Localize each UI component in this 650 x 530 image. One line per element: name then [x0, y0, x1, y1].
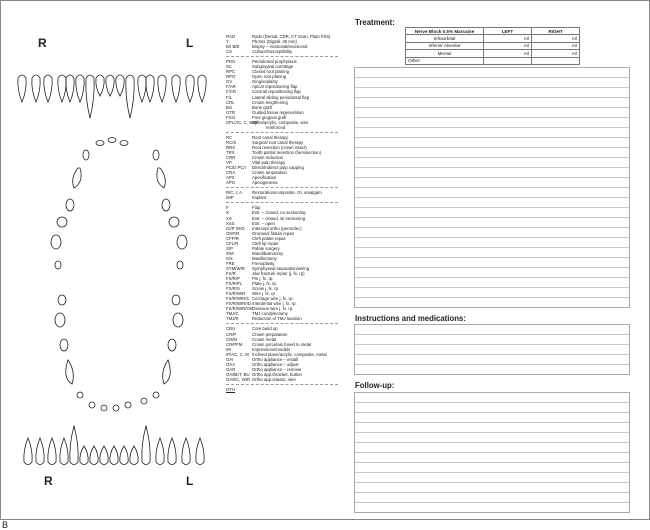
code-abbrev: GV [226, 79, 233, 85]
tooth-occlusal[interactable] [55, 313, 65, 327]
lower-tooth[interactable] [156, 438, 164, 465]
writing-line[interactable] [355, 108, 629, 118]
code-abbrev: FX/R [226, 271, 236, 277]
lower-tooth[interactable] [120, 446, 128, 465]
panel-letter: B [2, 520, 9, 530]
code-abbrev: R/C, I, A [226, 190, 242, 196]
code-abbrev: IMP [226, 195, 234, 201]
writing-line[interactable] [355, 268, 629, 278]
writing-line[interactable] [355, 118, 629, 128]
code-row [226, 180, 338, 185]
code-abbrev: CFL/R [226, 240, 239, 246]
code-description: Ortho app./elastic, wire [252, 376, 296, 382]
code-description: Implant [252, 195, 267, 201]
code-group [226, 59, 338, 130]
other-label: Other: [406, 57, 484, 64]
upper-tooth[interactable] [172, 75, 180, 102]
nerve-block-table [405, 27, 580, 65]
code-abbrev: FX/R/WIR/OS [226, 306, 253, 312]
writing-line[interactable] [355, 278, 629, 288]
writing-line[interactable] [355, 188, 629, 198]
tooth-occlusal[interactable] [51, 235, 61, 249]
code-abbrev: GTR [226, 109, 236, 115]
code-abbrev: FX/R/WIR/C [226, 296, 250, 302]
lower-canine-occlusal[interactable] [163, 360, 171, 384]
tooth-occlusal[interactable] [55, 261, 61, 269]
code-description: Rads (Dental, CDR, CT Scan, Plain Film) [252, 34, 331, 39]
writing-line[interactable] [355, 218, 629, 228]
code-abbrev: B/I B/E [226, 44, 240, 50]
code-description: Osseous wire j. fx. rp. [252, 306, 294, 312]
upper-tooth[interactable] [116, 75, 124, 96]
lower-tooth[interactable] [70, 426, 78, 465]
upper-tooth[interactable] [106, 75, 114, 96]
code-description: Flap [252, 205, 261, 211]
lower-tooth[interactable] [48, 438, 56, 465]
code-description: Bone graft [252, 104, 272, 110]
code-abbrev: FX/R/P [226, 276, 240, 282]
code-abbrev: OAI [226, 356, 234, 362]
upper-tooth[interactable] [186, 75, 194, 102]
code-description: Periodontal prophylaxis [252, 59, 297, 65]
code-abbrev: XSS [226, 220, 235, 226]
code-description: Reduction of TMJ luxation [252, 316, 302, 322]
lower-canine-occlusal[interactable] [66, 360, 74, 384]
nerve-label: Infraorbital [406, 35, 484, 42]
code-description: Culture/Susceptibility [252, 49, 293, 55]
tooth-occlusal[interactable] [168, 339, 176, 351]
code-abbrev: F [226, 205, 229, 211]
lower-tooth[interactable] [110, 446, 118, 465]
code-description: Wire j. fx. rp [252, 291, 275, 297]
code-description: Ortho appliance – remove [252, 366, 302, 372]
code-abbrev: CBU [226, 326, 236, 332]
followup-heading: Follow-up: [355, 381, 395, 390]
followup-lines[interactable] [354, 392, 630, 513]
tooth-occlusal[interactable] [66, 199, 74, 211]
code-abbrev: TMJ/R [226, 316, 239, 322]
lower-tooth[interactable] [182, 438, 190, 465]
instructions-lines[interactable] [354, 324, 630, 375]
left-other-cell[interactable] [484, 57, 532, 64]
lower-tooth[interactable] [168, 438, 176, 465]
code-row [226, 49, 338, 54]
divider [226, 202, 338, 203]
right-column-header: RIGHT [532, 28, 580, 35]
tooth-occlusal[interactable] [169, 217, 179, 227]
code-abbrev: RC/S [226, 139, 237, 145]
writing-line[interactable] [355, 443, 629, 453]
code-description: Crown reduction [252, 155, 284, 161]
table-row [406, 50, 580, 57]
code-description: Crown porcelain fused to metal [252, 341, 312, 347]
code-abbrev: FX/R/WIR/ID [226, 301, 251, 307]
upper-tooth[interactable] [44, 75, 52, 102]
code-group [226, 205, 338, 321]
code-abbrev: FX/R/WIR [226, 291, 246, 297]
code-abbrev: IP/AC, C, M [226, 351, 249, 357]
divider [226, 56, 338, 57]
code-description: Symphyseal separation/wiring [252, 265, 310, 271]
lower-tooth[interactable] [100, 446, 108, 465]
lower-tooth[interactable] [196, 438, 204, 465]
left-column-header: LEFT [484, 28, 532, 35]
writing-line[interactable] [355, 355, 629, 365]
code-row [226, 387, 338, 392]
code-description: Subgingival curettage [252, 64, 294, 70]
tooth-occlusal[interactable] [58, 295, 66, 305]
divider [226, 132, 338, 133]
writing-line[interactable] [355, 433, 629, 443]
writing-line[interactable] [355, 493, 629, 503]
lower-tooth[interactable] [24, 438, 32, 465]
code-description: Ortho app./bracket, button [252, 371, 302, 377]
code-description: Palate surgery [252, 245, 280, 251]
tooth-occlusal[interactable] [141, 398, 147, 404]
code-description: Direct/indirect pulp capping [252, 165, 304, 171]
tooth-occlusal[interactable] [120, 141, 128, 146]
left-side-label-top: L [186, 36, 194, 50]
left-ml-cell[interactable]: ml [484, 42, 532, 49]
code-abbrev: ONF/R [226, 230, 240, 236]
code-group [226, 190, 338, 200]
code-abbrev: OA/EC, WIR [226, 376, 251, 382]
code-description: Lateral sliding periodontal flap [252, 94, 310, 100]
code-description: Guided tissue regeneration [252, 109, 304, 115]
code-description: Gingivoplasty [252, 79, 278, 85]
writing-line[interactable] [355, 168, 629, 178]
code-abbrev: SC [226, 64, 232, 70]
code-group [226, 34, 338, 54]
code-description: Biopsy – incisional/excisional [252, 44, 308, 50]
right-ml-cell[interactable]: ml [532, 35, 580, 42]
tooth-occlusal[interactable] [89, 402, 95, 408]
right-ml-cell[interactable]: ml [532, 50, 580, 57]
code-abbrev: CRA [226, 170, 236, 176]
writing-line[interactable] [355, 198, 629, 208]
lower-tooth[interactable] [36, 438, 44, 465]
code-description: Plate j. fx. rp. [252, 281, 278, 287]
lower-tooth[interactable] [60, 438, 68, 465]
code-abbrev: RAD [226, 34, 236, 39]
code-abbrev [226, 125, 266, 130]
left-side-label-bottom: L [186, 474, 194, 488]
code-row [226, 125, 338, 130]
writing-line[interactable] [355, 325, 629, 335]
writing-line[interactable] [355, 208, 629, 218]
dental-chart[interactable] [0, 0, 225, 520]
code-description: Restoration/composite, GI, amalgam [252, 190, 322, 196]
code-description: Impressions/models [252, 346, 291, 352]
code-description: Vital pulp therapy [252, 160, 286, 166]
code-abbrev: TRX [226, 149, 235, 155]
code-abbrev: OAA [226, 361, 236, 367]
writing-line[interactable] [355, 403, 629, 413]
right-other-cell[interactable] [532, 57, 580, 64]
code-abbrev: OA/BKT, BU [226, 371, 250, 377]
writing-line[interactable] [355, 483, 629, 493]
upper-tooth[interactable] [66, 75, 74, 102]
writing-line[interactable] [355, 178, 629, 188]
right-side-label-bottom: R [44, 474, 53, 488]
code-abbrev: BG [226, 104, 233, 110]
code-abbrev: X [226, 210, 229, 216]
code-description: Photos (Digital, 35 mm) [252, 39, 297, 45]
tooth-occlusal[interactable] [60, 339, 68, 351]
upper-tooth[interactable] [138, 75, 146, 102]
table-row [406, 57, 580, 64]
code-abbrev: SYM/WIR [226, 265, 245, 271]
code-group [226, 326, 338, 382]
code-group [226, 135, 338, 185]
code-description: Frenoplasty [252, 260, 275, 266]
writing-line[interactable] [355, 423, 629, 433]
code-abbrev: VP [226, 160, 232, 166]
code-description: TMJ condylectomy [252, 311, 288, 317]
code-group [226, 387, 338, 392]
upper-tooth[interactable] [96, 75, 104, 96]
tooth-occlusal[interactable] [57, 217, 67, 227]
upper-tooth[interactable] [32, 75, 40, 102]
code-description: Open root planing [252, 74, 287, 80]
upper-tooth[interactable] [58, 75, 66, 102]
code-abbrev: RPO [226, 74, 236, 80]
code-abbrev: F/CR [226, 89, 237, 95]
code-abbrev: FX/R/PL [226, 281, 243, 287]
writing-line[interactable] [355, 128, 629, 138]
code-description: Extr. – closed, w/ sectioning [252, 215, 306, 221]
code-abbrev: S/X [226, 255, 233, 261]
upper-canine-occlusal[interactable] [73, 168, 81, 188]
tooth-occlusal[interactable] [177, 261, 183, 269]
code-description: Cleft palate repair [252, 235, 286, 241]
code-description: reinforced [266, 124, 286, 130]
code-description: Closed root planing [252, 69, 290, 75]
divider [226, 187, 338, 188]
code-description: Apexification [252, 175, 277, 181]
divider [226, 323, 338, 324]
code-abbrev: S/M [226, 250, 234, 256]
code-description: Crown amputation [252, 170, 287, 176]
code-description: Interdental wire j. fx. rp. [252, 301, 297, 307]
code-description: Inclined plane/acrylic, composite, metal [252, 351, 327, 357]
code-description: Core build up [252, 326, 278, 332]
code-description: Extr. – closed, no sectioning [252, 210, 306, 216]
code-description: Cerclage wire j. fx. rp. [252, 296, 294, 302]
writing-line[interactable] [355, 98, 629, 108]
code-description: Screw j. fx. rp [252, 286, 279, 292]
upper-tooth[interactable] [86, 75, 94, 118]
right-ml-cell[interactable]: ml [532, 42, 580, 49]
code-abbrev: IO/P IO/D [226, 225, 245, 231]
code-abbrev: CS [226, 49, 232, 55]
writing-line[interactable] [355, 393, 629, 403]
upper-tooth[interactable] [158, 75, 166, 102]
code-description: Crown lengthening [252, 99, 288, 105]
code-description: Splint/acrylic, composite, wire [252, 119, 309, 125]
code-row [226, 377, 338, 382]
code-abbrev: FRE [226, 260, 235, 266]
left-ml-cell[interactable]: ml [484, 50, 532, 57]
code-abbrev: CR/M [226, 336, 237, 342]
code-row [226, 195, 338, 200]
writing-line[interactable] [355, 228, 629, 238]
code-abbrev: S/P [226, 245, 233, 251]
divider [226, 384, 338, 385]
lower-tooth[interactable] [130, 446, 138, 465]
code-abbrev: APG [226, 180, 236, 186]
code-description: Apexigenesis [252, 180, 278, 186]
code-abbrev: PC/D PC/I [226, 165, 246, 171]
tooth-occlusal[interactable] [172, 295, 180, 305]
code-description: Crown preparation [252, 331, 288, 337]
code-abbrev: CRR [226, 155, 236, 161]
nerve-label: Inferior Alveolar [406, 42, 484, 49]
code-description: Oronasal fistula repair [252, 230, 295, 236]
code-abbrev: APX [226, 175, 235, 181]
code-abbrev: RRX [226, 144, 236, 150]
writing-line[interactable] [355, 258, 629, 268]
tooth-occlusal[interactable] [125, 402, 131, 408]
code-description: Root canal therapy [252, 134, 289, 140]
code-abbrev: CR/P [226, 331, 237, 337]
tooth-occlusal[interactable] [162, 199, 170, 211]
upper-canine-occlusal[interactable] [157, 168, 165, 188]
writing-line[interactable] [355, 463, 629, 473]
writing-line[interactable] [355, 248, 629, 258]
upper-incisor-occlusal[interactable] [96, 141, 104, 146]
lower-tooth[interactable] [142, 426, 150, 465]
code-description: Extr. – open [252, 220, 275, 226]
lower-tooth[interactable] [90, 446, 98, 465]
code-description: Crown metal [252, 336, 277, 342]
code-abbrev: F/AR [226, 84, 236, 90]
table-row [406, 35, 580, 42]
code-abbrev: RC [226, 134, 233, 140]
code-abbrev: F/L [226, 94, 233, 100]
writing-line[interactable] [355, 68, 629, 78]
code-abbrev: TMJ/C [226, 311, 239, 317]
code-description: Surgical root canal therapy [252, 139, 304, 145]
tooth-occlusal[interactable] [153, 150, 159, 160]
code-description: Ortho appliance – install [252, 356, 299, 362]
code-abbrev: RPC [226, 69, 236, 75]
instructions-heading: Instructions and medications: [355, 314, 466, 323]
treatment-heading: Treatment: [355, 18, 395, 27]
upper-tooth[interactable] [76, 75, 84, 102]
code-description: Coronal repositioning flap [252, 89, 301, 95]
treatment-lines[interactable] [354, 67, 630, 308]
table-row [406, 42, 580, 49]
code-abbrev: OTH [226, 387, 236, 392]
code-description: Tooth partial resection (hemisection) [252, 149, 322, 155]
writing-line[interactable] [355, 148, 629, 158]
writing-line[interactable] [355, 413, 629, 423]
code-abbrev: FGG [226, 114, 236, 120]
tooth-occlusal[interactable] [177, 235, 187, 249]
tooth-occlusal[interactable] [83, 150, 89, 160]
left-ml-cell[interactable]: ml [484, 35, 532, 42]
code-description: Jaw fracture repair (j. fx. rp) [252, 271, 305, 277]
writing-line[interactable] [355, 88, 629, 98]
upper-tooth[interactable] [198, 75, 206, 102]
tooth-occlusal[interactable] [113, 405, 119, 411]
code-description [252, 387, 338, 392]
code-description: Maxillectomy [252, 255, 277, 261]
tooth-occlusal[interactable] [77, 392, 83, 398]
writing-line[interactable] [355, 473, 629, 483]
writing-line[interactable] [355, 345, 629, 355]
writing-line[interactable] [355, 138, 629, 148]
writing-line[interactable] [355, 78, 629, 88]
tooth-occlusal[interactable] [173, 313, 183, 327]
code-abbrev: CR/PFM [226, 341, 243, 347]
code-description: Root resection (crown intact) [252, 144, 307, 150]
upper-tooth[interactable] [146, 75, 154, 102]
code-description: Apical repositioning flap [252, 84, 298, 90]
lower-tooth[interactable] [80, 446, 88, 465]
tooth-occlusal[interactable] [153, 392, 159, 398]
writing-line[interactable] [355, 453, 629, 463]
code-abbrev: XS [226, 215, 232, 221]
upper-tooth[interactable] [126, 75, 134, 118]
code-description: Mandibulectomy [252, 250, 284, 256]
writing-line[interactable] [355, 288, 629, 298]
code-abbrev: PRO [226, 59, 236, 65]
nerve-block-title: Nerve Block 0.5% Marcaine [406, 28, 484, 35]
code-description: Pin j. fx. rp. [252, 276, 274, 282]
code-abbrev: Y [226, 39, 229, 45]
code-abbrev: IM [226, 346, 231, 352]
nerve-label: Mental [406, 50, 484, 57]
right-side-label-top: R [38, 36, 47, 50]
code-description: Intercept ortho (perm/dec) [252, 225, 302, 231]
code-description: Ortho appliance – adjust [252, 361, 299, 367]
code-abbrev: CFP/R [226, 235, 239, 241]
code-abbrev: CRL [226, 99, 235, 105]
writing-line[interactable] [355, 158, 629, 168]
writing-line[interactable] [355, 335, 629, 345]
upper-tooth[interactable] [18, 75, 26, 102]
writing-line[interactable] [355, 238, 629, 248]
tooth-occlusal[interactable] [101, 405, 107, 411]
code-row [226, 316, 338, 321]
code-abbrev: FX/R/S [226, 286, 240, 292]
procedure-code-legend [226, 34, 338, 392]
code-abbrev: SPL/AC, C, WIR [226, 119, 258, 125]
code-description: Cleft lip repair [252, 240, 279, 246]
code-abbrev: OAR [226, 366, 236, 372]
tooth-occlusal[interactable] [108, 138, 116, 143]
code-description: Free gingival graft [252, 114, 287, 120]
